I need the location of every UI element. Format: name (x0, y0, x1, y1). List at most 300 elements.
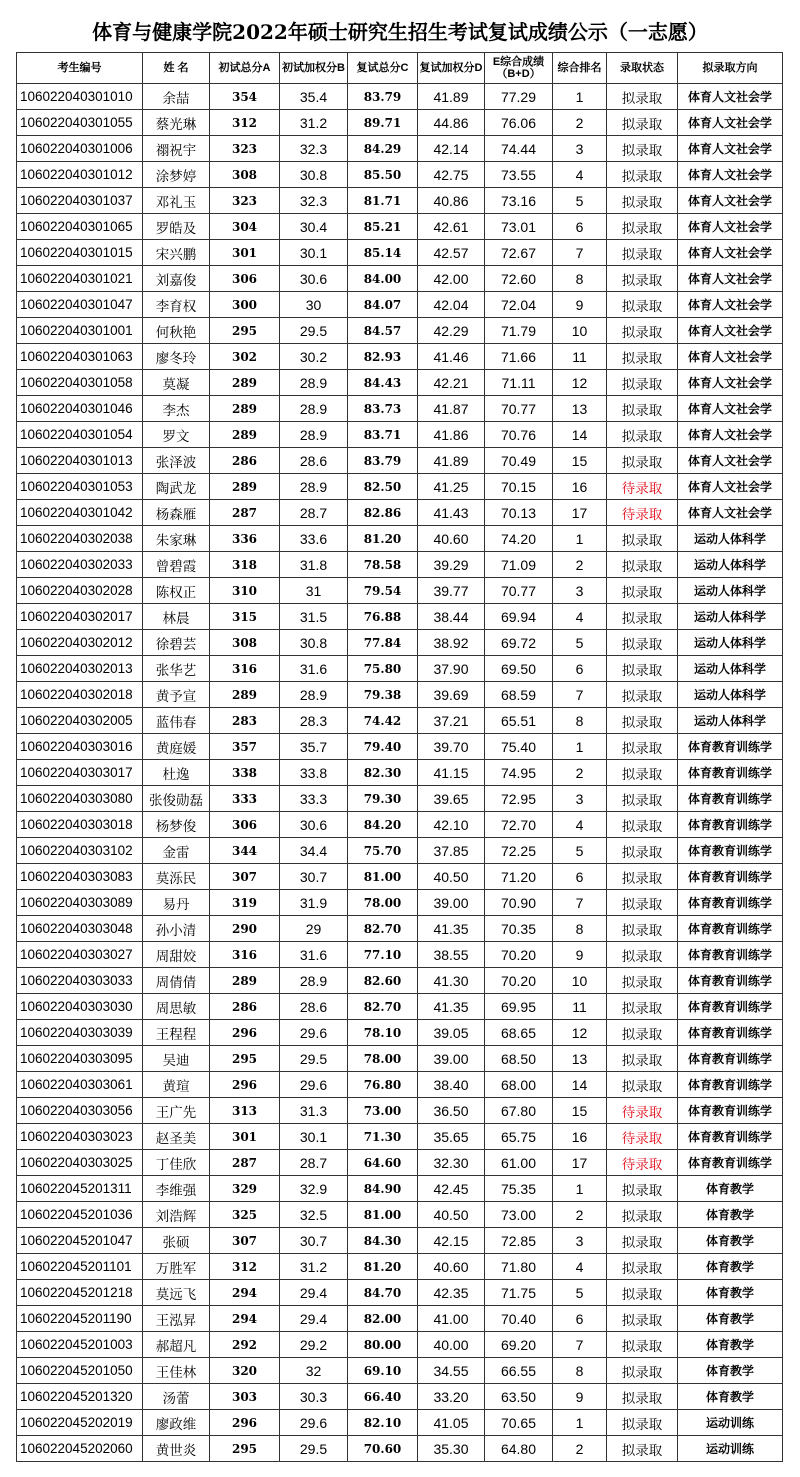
candidate-id-cell: 106022045201320 (17, 1384, 143, 1410)
rank-cell: 4 (553, 812, 607, 838)
header-composite-score: E综合成绩（B+D） (485, 53, 553, 84)
composite-score-cell: 72.67 (485, 240, 553, 266)
status-cell: 拟录取 (607, 1254, 678, 1280)
prelim-total-cell: 308 (210, 162, 280, 188)
name-cell: 周甜姣 (143, 942, 210, 968)
candidate-id-cell: 106022040301055 (17, 110, 143, 136)
name-cell: 黄予宣 (143, 682, 210, 708)
rank-cell: 5 (553, 838, 607, 864)
prelim-total-cell: 312 (210, 1254, 280, 1280)
composite-score-cell: 73.55 (485, 162, 553, 188)
prelim-weighted-cell: 29 (280, 916, 348, 942)
prelim-total-cell: 333 (210, 786, 280, 812)
rank-cell: 9 (553, 1384, 607, 1410)
status-cell: 拟录取 (607, 656, 678, 682)
table-row (17, 942, 783, 968)
prelim-total-cell: 323 (210, 136, 280, 162)
prelim-weighted-cell: 30 (280, 292, 348, 318)
prelim-total-cell: 295 (210, 1436, 280, 1462)
prelim-total-cell: 286 (210, 448, 280, 474)
prelim-total-cell: 301 (210, 1124, 280, 1150)
direction-cell: 体育人文社会学 (678, 448, 783, 474)
retest-weighted-cell: 37.21 (418, 708, 485, 734)
name-cell: 莫泺民 (143, 864, 210, 890)
retest-weighted-cell: 42.14 (418, 136, 485, 162)
retest-weighted-cell: 37.85 (418, 838, 485, 864)
direction-cell: 运动训练 (678, 1436, 783, 1462)
status-cell: 待录取 (607, 1150, 678, 1176)
name-cell: 陶武龙 (143, 474, 210, 500)
name-cell: 廖冬玲 (143, 344, 210, 370)
prelim-weighted-cell: 31.6 (280, 656, 348, 682)
name-cell: 莫远飞 (143, 1280, 210, 1306)
prelim-total-cell: 294 (210, 1280, 280, 1306)
status-cell: 拟录取 (607, 630, 678, 656)
prelim-weighted-cell: 29.6 (280, 1410, 348, 1436)
direction-cell: 体育人文社会学 (678, 500, 783, 526)
candidate-id-cell: 106022040303089 (17, 890, 143, 916)
table-row (17, 812, 783, 838)
direction-cell: 体育教育训练学 (678, 1098, 783, 1124)
retest-weighted-cell: 41.35 (418, 994, 485, 1020)
table-body (17, 84, 783, 1462)
retest-weighted-cell: 42.15 (418, 1228, 485, 1254)
direction-cell: 体育教学 (678, 1358, 783, 1384)
prelim-total-cell: 344 (210, 838, 280, 864)
name-cell: 赵圣美 (143, 1124, 210, 1150)
status-cell: 拟录取 (607, 968, 678, 994)
retest-total-cell: 84.07 (348, 292, 418, 318)
direction-cell: 体育人文社会学 (678, 214, 783, 240)
composite-score-cell: 69.72 (485, 630, 553, 656)
prelim-total-cell: 290 (210, 916, 280, 942)
candidate-id-cell: 106022040301054 (17, 422, 143, 448)
direction-cell: 体育教育训练学 (678, 734, 783, 760)
retest-total-cell: 81.71 (348, 188, 418, 214)
table-row (17, 1098, 783, 1124)
prelim-weighted-cell: 32.3 (280, 188, 348, 214)
prelim-weighted-cell: 30.6 (280, 812, 348, 838)
table-row (17, 474, 783, 500)
candidate-id-cell: 106022045201101 (17, 1254, 143, 1280)
retest-total-cell: 84.20 (348, 812, 418, 838)
retest-total-cell: 77.84 (348, 630, 418, 656)
rank-cell: 1 (553, 526, 607, 552)
retest-total-cell: 82.30 (348, 760, 418, 786)
table-row (17, 1384, 783, 1410)
retest-weighted-cell: 42.21 (418, 370, 485, 396)
header-candidate-id: 考生编号 (17, 53, 143, 84)
composite-score-cell: 73.01 (485, 214, 553, 240)
retest-weighted-cell: 40.50 (418, 864, 485, 890)
composite-score-cell: 71.75 (485, 1280, 553, 1306)
table-row (17, 500, 783, 526)
retest-total-cell: 76.88 (348, 604, 418, 630)
direction-cell: 体育教育训练学 (678, 968, 783, 994)
retest-weighted-cell: 36.50 (418, 1098, 485, 1124)
direction-cell: 体育教育训练学 (678, 786, 783, 812)
retest-weighted-cell: 41.89 (418, 448, 485, 474)
prelim-weighted-cell: 28.9 (280, 968, 348, 994)
prelim-total-cell: 295 (210, 1046, 280, 1072)
status-cell: 拟录取 (607, 1306, 678, 1332)
name-cell: 李育权 (143, 292, 210, 318)
retest-weighted-cell: 40.60 (418, 1254, 485, 1280)
status-cell: 拟录取 (607, 266, 678, 292)
prelim-weighted-cell: 29.5 (280, 1436, 348, 1462)
prelim-weighted-cell: 29.2 (280, 1332, 348, 1358)
candidate-id-cell: 106022040301013 (17, 448, 143, 474)
rank-cell: 4 (553, 604, 607, 630)
prelim-weighted-cell: 28.9 (280, 422, 348, 448)
table-row (17, 1436, 783, 1462)
direction-cell: 体育教学 (678, 1384, 783, 1410)
status-cell: 拟录取 (607, 136, 678, 162)
prelim-weighted-cell: 30.1 (280, 1124, 348, 1150)
rank-cell: 1 (553, 1176, 607, 1202)
retest-weighted-cell: 34.55 (418, 1358, 485, 1384)
composite-score-cell: 72.95 (485, 786, 553, 812)
table-row (17, 682, 783, 708)
table-row (17, 630, 783, 656)
prelim-total-cell: 289 (210, 396, 280, 422)
composite-score-cell: 69.20 (485, 1332, 553, 1358)
prelim-total-cell: 306 (210, 812, 280, 838)
composite-score-cell: 69.50 (485, 656, 553, 682)
status-cell: 拟录取 (607, 760, 678, 786)
prelim-weighted-cell: 34.4 (280, 838, 348, 864)
table-row (17, 864, 783, 890)
rank-cell: 13 (553, 1046, 607, 1072)
candidate-id-cell: 106022045201036 (17, 1202, 143, 1228)
prelim-weighted-cell: 29.5 (280, 1046, 348, 1072)
rank-cell: 8 (553, 916, 607, 942)
retest-weighted-cell: 38.55 (418, 942, 485, 968)
prelim-weighted-cell: 28.9 (280, 370, 348, 396)
composite-score-cell: 65.75 (485, 1124, 553, 1150)
prelim-weighted-cell: 31.5 (280, 604, 348, 630)
table-row (17, 1358, 783, 1384)
composite-score-cell: 71.11 (485, 370, 553, 396)
prelim-weighted-cell: 31.6 (280, 942, 348, 968)
rank-cell: 3 (553, 786, 607, 812)
table-row (17, 1332, 783, 1358)
table-row (17, 136, 783, 162)
composite-score-cell: 71.09 (485, 552, 553, 578)
candidate-id-cell: 106022045201047 (17, 1228, 143, 1254)
rank-cell: 9 (553, 942, 607, 968)
name-cell: 杨森雁 (143, 500, 210, 526)
prelim-total-cell: 336 (210, 526, 280, 552)
prelim-weighted-cell: 35.7 (280, 734, 348, 760)
prelim-total-cell: 296 (210, 1020, 280, 1046)
prelim-total-cell: 289 (210, 370, 280, 396)
retest-total-cell: 84.90 (348, 1176, 418, 1202)
name-cell: 陈权正 (143, 578, 210, 604)
composite-score-cell: 77.29 (485, 84, 553, 110)
table-row (17, 266, 783, 292)
retest-total-cell: 78.58 (348, 552, 418, 578)
name-cell: 宋兴鹏 (143, 240, 210, 266)
status-cell: 拟录取 (607, 344, 678, 370)
name-cell: 王泓昇 (143, 1306, 210, 1332)
retest-weighted-cell: 41.30 (418, 968, 485, 994)
direction-cell: 体育教育训练学 (678, 1046, 783, 1072)
prelim-weighted-cell: 30.8 (280, 162, 348, 188)
prelim-weighted-cell: 32.5 (280, 1202, 348, 1228)
table-row (17, 162, 783, 188)
composite-score-cell: 73.16 (485, 188, 553, 214)
retest-total-cell: 77.10 (348, 942, 418, 968)
rank-cell: 5 (553, 188, 607, 214)
status-cell: 拟录取 (607, 604, 678, 630)
status-cell: 拟录取 (607, 1384, 678, 1410)
retest-total-cell: 83.79 (348, 84, 418, 110)
status-cell: 拟录取 (607, 292, 678, 318)
retest-total-cell: 78.10 (348, 1020, 418, 1046)
status-cell: 拟录取 (607, 1332, 678, 1358)
name-cell: 金雷 (143, 838, 210, 864)
prelim-total-cell: 354 (210, 84, 280, 110)
name-cell: 李维强 (143, 1176, 210, 1202)
prelim-weighted-cell: 28.9 (280, 474, 348, 500)
direction-cell: 体育人文社会学 (678, 474, 783, 500)
status-cell: 拟录取 (607, 370, 678, 396)
table-row (17, 656, 783, 682)
candidate-id-cell: 106022040301042 (17, 500, 143, 526)
status-cell: 拟录取 (607, 916, 678, 942)
candidate-id-cell: 106022045201003 (17, 1332, 143, 1358)
status-cell: 拟录取 (607, 1436, 678, 1462)
direction-cell: 运动人体科学 (678, 552, 783, 578)
table-row (17, 84, 783, 110)
table-row (17, 838, 783, 864)
candidate-id-cell: 106022040301010 (17, 84, 143, 110)
retest-weighted-cell: 40.00 (418, 1332, 485, 1358)
candidate-id-cell: 106022040303095 (17, 1046, 143, 1072)
header-name: 姓 名 (143, 53, 210, 84)
status-cell: 拟录取 (607, 734, 678, 760)
candidate-id-cell: 106022040303018 (17, 812, 143, 838)
candidate-id-cell: 106022040301046 (17, 396, 143, 422)
rank-cell: 15 (553, 448, 607, 474)
name-cell: 邓礼玉 (143, 188, 210, 214)
retest-weighted-cell: 35.30 (418, 1436, 485, 1462)
rank-cell: 7 (553, 682, 607, 708)
composite-score-cell: 72.85 (485, 1228, 553, 1254)
retest-total-cell: 66.40 (348, 1384, 418, 1410)
status-cell: 拟录取 (607, 1202, 678, 1228)
rank-cell: 17 (553, 500, 607, 526)
retest-total-cell: 83.73 (348, 396, 418, 422)
table-row (17, 1176, 783, 1202)
retest-total-cell: 71.30 (348, 1124, 418, 1150)
composite-score-cell: 68.00 (485, 1072, 553, 1098)
prelim-weighted-cell: 33.8 (280, 760, 348, 786)
composite-score-cell: 70.13 (485, 500, 553, 526)
prelim-weighted-cell: 29.6 (280, 1020, 348, 1046)
name-cell: 周倩倩 (143, 968, 210, 994)
rank-cell: 5 (553, 630, 607, 656)
retest-weighted-cell: 41.46 (418, 344, 485, 370)
retest-weighted-cell: 38.44 (418, 604, 485, 630)
composite-score-cell: 72.04 (485, 292, 553, 318)
rank-cell: 7 (553, 890, 607, 916)
retest-weighted-cell: 39.29 (418, 552, 485, 578)
direction-cell: 体育教育训练学 (678, 1124, 783, 1150)
retest-weighted-cell: 42.35 (418, 1280, 485, 1306)
candidate-id-cell: 106022040301047 (17, 292, 143, 318)
prelim-weighted-cell: 35.4 (280, 84, 348, 110)
direction-cell: 体育教育训练学 (678, 1072, 783, 1098)
status-cell: 拟录取 (607, 526, 678, 552)
candidate-id-cell: 106022040303017 (17, 760, 143, 786)
prelim-weighted-cell: 33.6 (280, 526, 348, 552)
status-cell: 拟录取 (607, 578, 678, 604)
candidate-id-cell: 106022045201218 (17, 1280, 143, 1306)
candidate-id-cell: 106022040302017 (17, 604, 143, 630)
name-cell: 曾碧霞 (143, 552, 210, 578)
composite-score-cell: 71.66 (485, 344, 553, 370)
name-cell: 孙小清 (143, 916, 210, 942)
rank-cell: 10 (553, 318, 607, 344)
prelim-total-cell: 310 (210, 578, 280, 604)
name-cell: 刘浩辉 (143, 1202, 210, 1228)
candidate-id-cell: 106022045202060 (17, 1436, 143, 1462)
retest-total-cell: 85.14 (348, 240, 418, 266)
name-cell: 王程程 (143, 1020, 210, 1046)
name-cell: 吴迪 (143, 1046, 210, 1072)
direction-cell: 体育教育训练学 (678, 838, 783, 864)
table-row (17, 1124, 783, 1150)
retest-total-cell: 79.40 (348, 734, 418, 760)
prelim-weighted-cell: 28.3 (280, 708, 348, 734)
name-cell: 刘嘉俊 (143, 266, 210, 292)
prelim-weighted-cell: 29.4 (280, 1306, 348, 1332)
status-cell: 拟录取 (607, 240, 678, 266)
prelim-weighted-cell: 29.5 (280, 318, 348, 344)
retest-weighted-cell: 39.00 (418, 890, 485, 916)
candidate-id-cell: 106022045202019 (17, 1410, 143, 1436)
prelim-weighted-cell: 30.7 (280, 864, 348, 890)
prelim-total-cell: 307 (210, 1228, 280, 1254)
candidate-id-cell: 106022040303102 (17, 838, 143, 864)
direction-cell: 体育教育训练学 (678, 864, 783, 890)
rank-cell: 1 (553, 1410, 607, 1436)
retest-total-cell: 82.93 (348, 344, 418, 370)
status-cell: 拟录取 (607, 448, 678, 474)
retest-weighted-cell: 41.35 (418, 916, 485, 942)
table-row (17, 604, 783, 630)
header-prelim-total: 初试总分A (210, 53, 280, 84)
rank-cell: 6 (553, 656, 607, 682)
direction-cell: 体育人文社会学 (678, 266, 783, 292)
direction-cell: 体育人文社会学 (678, 240, 783, 266)
composite-score-cell: 66.55 (485, 1358, 553, 1384)
rank-cell: 14 (553, 422, 607, 448)
prelim-total-cell: 287 (210, 500, 280, 526)
prelim-weighted-cell: 31.2 (280, 110, 348, 136)
retest-total-cell: 78.00 (348, 890, 418, 916)
retest-total-cell: 81.00 (348, 864, 418, 890)
name-cell: 罗文 (143, 422, 210, 448)
header-row (17, 53, 783, 84)
retest-total-cell: 73.00 (348, 1098, 418, 1124)
prelim-total-cell: 357 (210, 734, 280, 760)
rank-cell: 4 (553, 1254, 607, 1280)
direction-cell: 运动人体科学 (678, 630, 783, 656)
prelim-total-cell: 313 (210, 1098, 280, 1124)
direction-cell: 体育教学 (678, 1202, 783, 1228)
table-row (17, 1072, 783, 1098)
retest-weighted-cell: 39.70 (418, 734, 485, 760)
name-cell: 何秋艳 (143, 318, 210, 344)
status-cell: 拟录取 (607, 786, 678, 812)
composite-score-cell: 70.20 (485, 968, 553, 994)
candidate-id-cell: 106022045201190 (17, 1306, 143, 1332)
direction-cell: 体育教育训练学 (678, 942, 783, 968)
retest-total-cell: 80.00 (348, 1332, 418, 1358)
prelim-weighted-cell: 32 (280, 1358, 348, 1384)
retest-total-cell: 82.60 (348, 968, 418, 994)
table-row (17, 214, 783, 240)
composite-score-cell: 63.50 (485, 1384, 553, 1410)
prelim-total-cell: 338 (210, 760, 280, 786)
candidate-id-cell: 106022040303056 (17, 1098, 143, 1124)
prelim-total-cell: 289 (210, 474, 280, 500)
prelim-weighted-cell: 29.4 (280, 1280, 348, 1306)
name-cell: 易丹 (143, 890, 210, 916)
name-cell: 黄瑄 (143, 1072, 210, 1098)
composite-score-cell: 71.80 (485, 1254, 553, 1280)
table-row (17, 734, 783, 760)
status-cell: 拟录取 (607, 84, 678, 110)
table-row (17, 448, 783, 474)
retest-weighted-cell: 41.89 (418, 84, 485, 110)
name-cell: 廖政维 (143, 1410, 210, 1436)
table-row (17, 578, 783, 604)
table-row (17, 292, 783, 318)
candidate-id-cell: 106022040303023 (17, 1124, 143, 1150)
table-row (17, 916, 783, 942)
rank-cell: 2 (553, 552, 607, 578)
status-cell: 拟录取 (607, 396, 678, 422)
composite-score-cell: 74.44 (485, 136, 553, 162)
prelim-total-cell: 320 (210, 1358, 280, 1384)
prelim-weighted-cell: 31.3 (280, 1098, 348, 1124)
retest-total-cell: 82.00 (348, 1306, 418, 1332)
composite-score-cell: 70.65 (485, 1410, 553, 1436)
header-retest-total: 复试总分C (348, 53, 418, 84)
candidate-id-cell: 106022040301012 (17, 162, 143, 188)
prelim-weighted-cell: 30.2 (280, 344, 348, 370)
candidate-id-cell: 106022040301006 (17, 136, 143, 162)
direction-cell: 体育人文社会学 (678, 136, 783, 162)
prelim-weighted-cell: 30.6 (280, 266, 348, 292)
composite-score-cell: 67.80 (485, 1098, 553, 1124)
retest-weighted-cell: 41.86 (418, 422, 485, 448)
prelim-total-cell: 300 (210, 292, 280, 318)
retest-total-cell: 81.20 (348, 526, 418, 552)
retest-total-cell: 82.70 (348, 994, 418, 1020)
candidate-id-cell: 106022040301063 (17, 344, 143, 370)
composite-score-cell: 69.94 (485, 604, 553, 630)
table-row (17, 708, 783, 734)
rank-cell: 10 (553, 968, 607, 994)
prelim-weighted-cell: 28.9 (280, 396, 348, 422)
name-cell: 王佳林 (143, 1358, 210, 1384)
retest-weighted-cell: 38.92 (418, 630, 485, 656)
